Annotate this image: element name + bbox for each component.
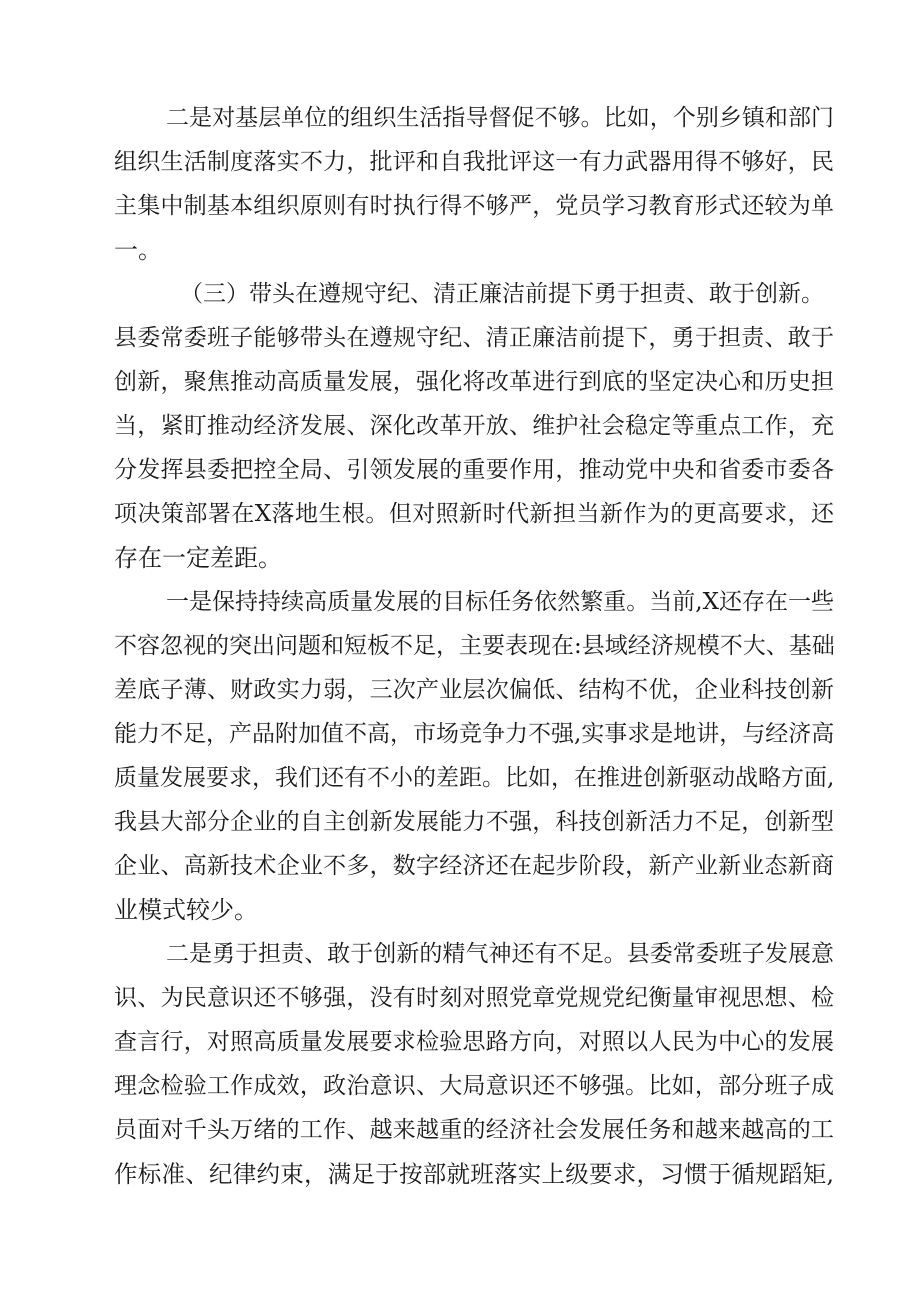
body-text-line: 作标准、纪律约束，满足于按部就班落实上级要求，习惯于循规蹈矩, xyxy=(114,1160,834,1188)
body-text-line: 识、为民意识还不够强，没有时刻对照党章党规党纪衡量审视思想、检 xyxy=(114,985,834,1011)
body-text-line: 差底子薄、财政实力弱，三次产业层次偏低、结构不优，企业科技创新 xyxy=(114,677,834,703)
body-text-line: 一。 xyxy=(114,236,162,264)
body-text-line: 员面对千头万绪的工作、越来越重的经济社会发展任务和越来越高的工 xyxy=(114,1117,834,1143)
body-text-line: 能力不足，产品附加值不高，市场竞争力不强,实事求是地讲，与经济高 xyxy=(114,721,835,747)
body-text-line: 二是对基层单位的组织生活指导督促不够。比如，个别乡镇和部门 xyxy=(166,105,834,131)
body-text-line: 业模式较少。 xyxy=(114,896,258,924)
body-text-line: 一是保持持续高质量发展的目标任务依然繁重。当前,X还存在一些 xyxy=(166,589,834,615)
body-text-line: 理念检验工作成效，政治意识、大局意识还不够强。比如，部分班子成 xyxy=(114,1073,834,1099)
section-heading: （三）带头在遵规守纪、清正廉洁前提下勇于担责、敢于创新。 xyxy=(180,281,824,307)
body-text-line: 存在一定差距。 xyxy=(114,544,282,572)
body-text-line: 创新，聚焦推动高质量发展，强化将改革进行到底的坚定决心和历史担 xyxy=(114,369,834,395)
body-text-line: 我县大部分企业的自主创新发展能力不强，科技创新活力不足，创新型 xyxy=(114,809,834,835)
body-text-line: 质量发展要求，我们还有不小的差距。比如，在推进创新驱动战略方面, xyxy=(114,765,835,791)
body-text-line: 县委常委班子能够带头在遵规守纪、清正廉洁前提下，勇于担责、敢于 xyxy=(114,325,834,351)
body-text-line: 查言行，对照高质量发展要求检验思路方向，对照以人民为中心的发展 xyxy=(114,1029,834,1055)
body-text-line: 不容忽视的突出问题和短板不足，主要表现在:县域经济规模不大、基础 xyxy=(114,633,835,659)
body-text-line: 当，紧盯推动经济发展、深化改革开放、维护社会稳定等重点工作，充 xyxy=(114,413,834,439)
body-text-line: 二是勇于担责、敢于创新的精气神还有不足。县委常委班子发展意 xyxy=(166,941,834,967)
body-text-line: 分发挥县委把控全局、引领发展的重要作用，推动党中央和省委市委各 xyxy=(114,457,834,483)
body-text-line: 主集中制基本组织原则有时执行得不够严，党员学习教育形式还较为单 xyxy=(114,193,834,219)
body-text-line: 组织生活制度落实不力，批评和自我批评这一有力武器用得不够好，民 xyxy=(114,149,834,175)
body-text-line: 企业、高新技术企业不多，数字经济还在起步阶段，新产业新业态新商 xyxy=(114,853,834,879)
body-text-line: 项决策部署在X落地生根。但对照新时代新担当新作为的更高要求，还 xyxy=(114,501,834,527)
